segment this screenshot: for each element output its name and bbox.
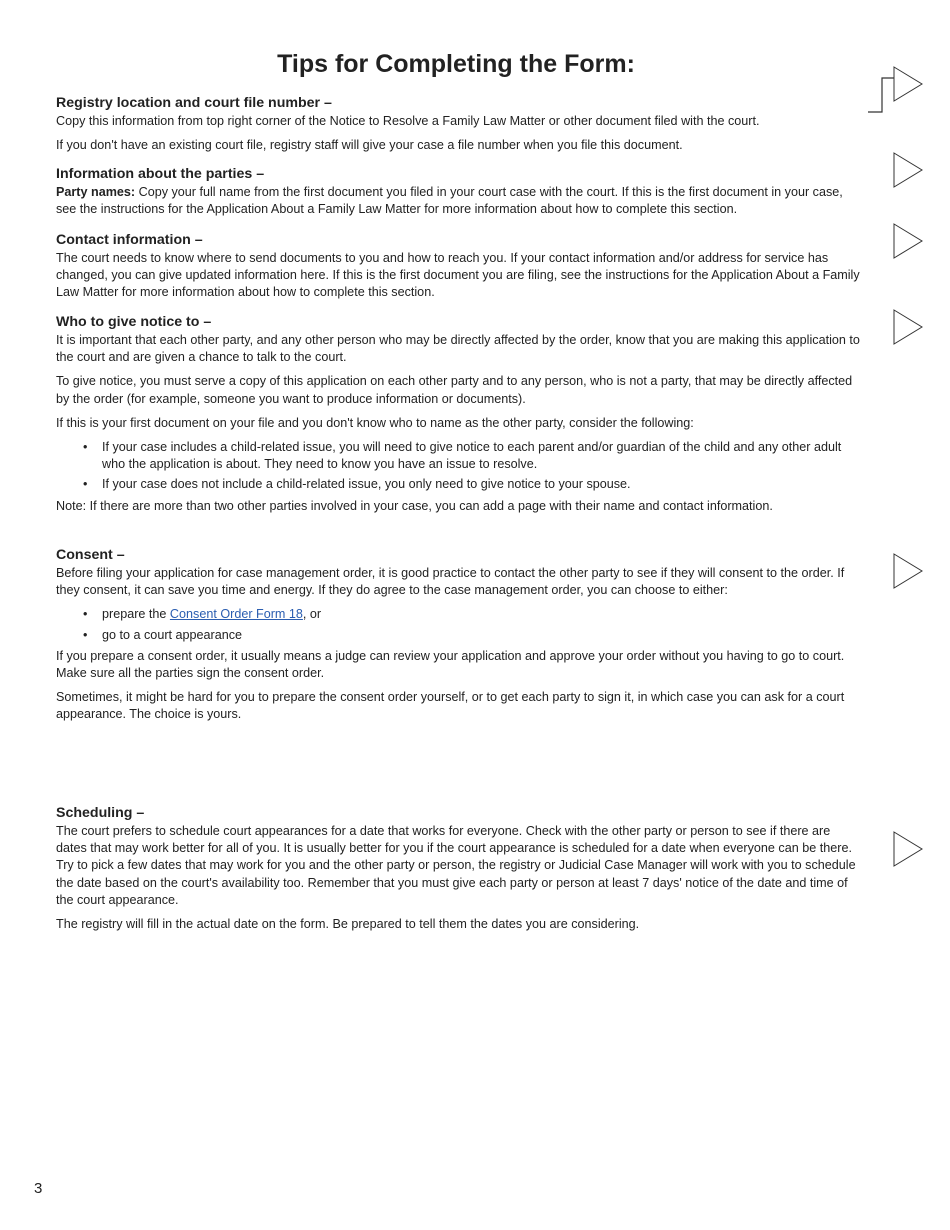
- triangle-arrow-icon: [892, 66, 924, 102]
- party-names-text: Copy your full name from the first document you filed in your court case with the court. If this is the first document in your case, see the instructions for the Application About a Family Law Matter for more information about how to complete this section.: [56, 185, 843, 217]
- registry-section: [56, 94, 860, 161]
- bullet-list: [56, 606, 860, 643]
- section-heading: Scheduling –: [56, 805, 145, 821]
- bullet: •: [83, 477, 88, 492]
- list-item-text-suffix: , or: [302, 607, 322, 622]
- triangle-arrow-icon: [892, 553, 924, 589]
- page-title: Tips for Completing the Form:: [277, 50, 635, 78]
- bullet: •: [83, 440, 88, 455]
- paragraph: The registry will fill in the actual date on the form. Be prepared to tell them the dates you are considering.: [56, 917, 640, 932]
- paragraph: Sometimes, it might be hard for you to prepare the consent order yourself, or to get each party to sign it, in which case you can ask for a court appearance. The choice is yours.: [56, 690, 845, 722]
- consent-section: [56, 546, 860, 731]
- bullet: •: [83, 607, 88, 622]
- party-names-label: Party names:: [56, 185, 136, 199]
- bullet-list: [56, 439, 860, 494]
- section-heading: Information about the parties –: [56, 166, 265, 182]
- scheduling-section: [56, 804, 860, 940]
- triangle-arrow-icon: [892, 223, 924, 259]
- paragraph: Copy this information from top right corner of the Notice to Resolve a Family Law Matter or other document filed with the court.: [56, 114, 760, 128]
- paragraph: [56, 184, 860, 218]
- triangle-arrow-icon: [892, 831, 924, 867]
- list-item: [56, 439, 860, 473]
- paragraph: It is important that each other party, and any other person who may be directly affected by the order, know that you are making this application to the court and are given a chance to talk to the court.: [56, 333, 860, 365]
- paragraph: To give notice, you must serve a copy of this application on each other party and to any person, who is not a party, that may be directly affected by the order (for example, someone you want to produce information or documents).: [56, 374, 853, 406]
- list-item: [56, 476, 860, 493]
- note: Note: If there are more than two other parties involved in your case, you can add a page with their name and contact information.: [56, 498, 773, 513]
- parties-section: [56, 165, 860, 225]
- paragraph: If you prepare a consent order, it usually means a judge can review your application and approve your order without you having to go to court. Make sure all the parties sign the consent order.: [56, 648, 845, 681]
- paragraph: The court needs to know where to send documents to you and how to reach you. If your contact information and/or address for service has changed, you can give updated information here. If this is the first document you are filing, see the instructions for the Application About a Family Law Matter for more information about how to complete this section.: [56, 251, 860, 300]
- bullet: •: [83, 627, 88, 642]
- triangle-arrow-icon: [892, 309, 924, 345]
- list-item-text-prefix: prepare the: [102, 607, 170, 622]
- list-item-text: go to a court appearance: [102, 627, 243, 642]
- list-item-text: If your case includes a child-related issue, you will need to give notice to each parent and/or guardian of the child and any other adult who the application is about. They need to know you have an issue to resolve.: [102, 440, 842, 472]
- list-item: [56, 627, 860, 644]
- paragraph: If this is your first document on your file and you don't know who to name as the other party, consider the following:: [56, 415, 694, 430]
- list-item: [56, 606, 860, 623]
- section-heading: Registry location and court file number –: [56, 95, 332, 111]
- contact-section: [56, 231, 860, 309]
- paragraph: The court prefers to schedule court appearances for a date that works for everyone. Check with the other party or person to see if there are dates that may work better for all of you. It is usually better for you if the court appearance is scheduled for a date when everyone can be there. Try to pick a few dates that may work for you and the other party or person, the registry or Judicial Case Manager will work with you to schedule the date based on the court's availability too. Remember that you must give each party or person at least 7 days' notice of the date and time of the court appearance.: [56, 824, 856, 907]
- paragraph: Before filing your application for case management order, it is good practice to contact the other party to see if they will consent to the order. If they consent, it can save you time and energy. If they do agree to the case management order, you can choose to either:: [56, 566, 845, 598]
- notice-section: [56, 313, 860, 522]
- consent-order-form-link[interactable]: Consent Order Form 18: [169, 607, 303, 622]
- list-item-text: If your case does not include a child-related issue, you only need to give notice to your spouse.: [102, 477, 631, 492]
- section-heading: Who to give notice to –: [56, 314, 212, 330]
- page-number: 3: [34, 1180, 43, 1197]
- triangle-arrow-icon: [892, 152, 924, 188]
- section-heading: Contact information –: [56, 232, 203, 248]
- section-heading: Consent –: [56, 547, 125, 563]
- paragraph: If you don't have an existing court file, registry staff will give your case a file number when you file this document.: [56, 138, 683, 153]
